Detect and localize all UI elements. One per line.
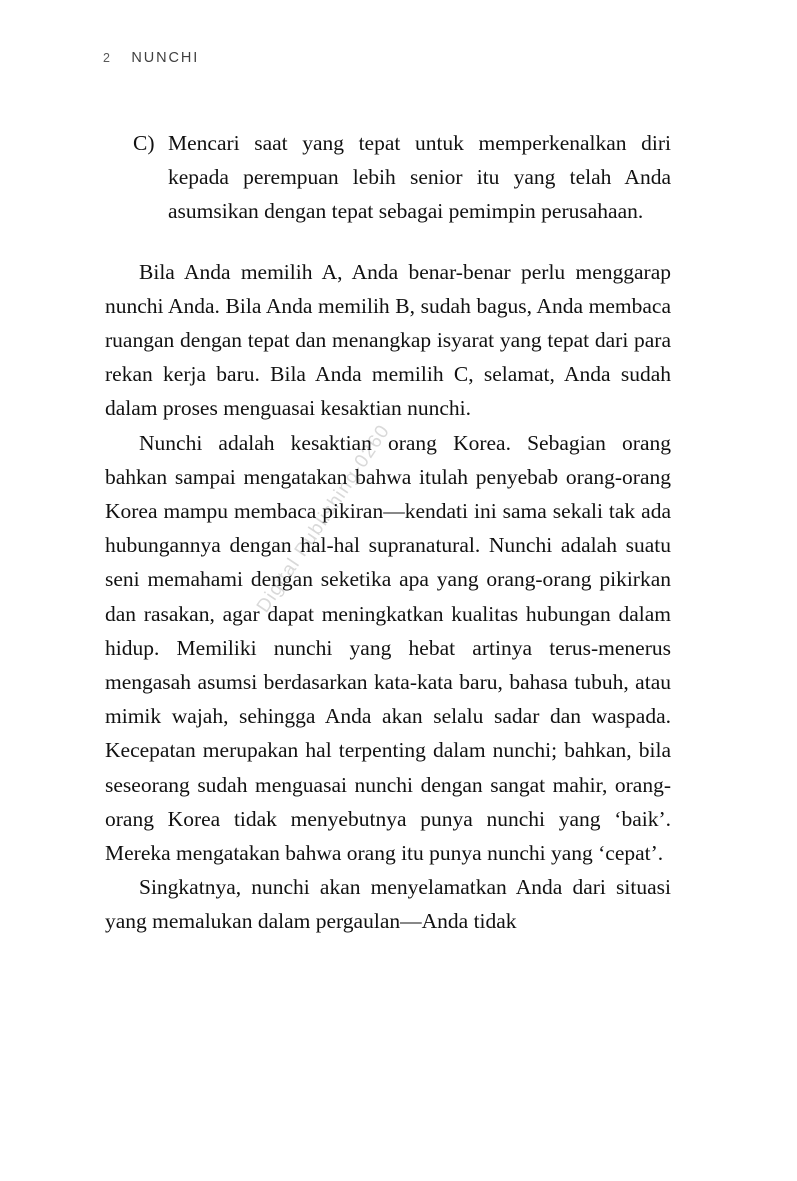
list-item-marker: C) [133, 131, 155, 155]
paragraph: Singkatnya, nunchi akan menyelamatkan Anda dari situasi yang memalukan dalam pergaulan—Anda tidak [105, 875, 671, 934]
paragraph: Nunchi adalah kesaktian orang Korea. Sebagian orang bahkan sampai mengatakan bahwa itulah penyebab orang-orang Korea mampu membaca pikiran—kendati ini sama sekali tak ada hubungannya dengan hal-hal supranatural. Nunchi adalah suatu seni memahami dengan seketika apa yang orang-orang pikirkan dan rasakan, agar dapat meningkatkan kualitas hubungan dalam hidup. Memiliki nunchi yang hebat artinya terus-menerus mengasah asumsi berdasarkan kata-kata baru, bahasa tubuh, atau mimik wajah, sehingga Anda akan selalu sadar dan waspada. Kecepatan merupakan hal terpenting dalam nunchi; bahkan, bila seseorang sudah menguasai nunchi dengan sangat mahir, orang-orang Korea tidak menyebutnya punya nunchi yang ‘baik’. Mereka mengatakan bahwa orang itu punya nunchi yang ‘cepat’. [105, 430, 671, 866]
book-title: NUNCHI [131, 50, 200, 66]
page-number: 2 [103, 51, 111, 65]
page-text-block [105, 126, 671, 939]
watermark: Digital Publishing-0260 [252, 420, 395, 617]
running-head [103, 50, 199, 66]
paragraph: Bila Anda memilih A, Anda benar-benar perlu menggarap nunchi Anda. Bila Anda memilih B, sudah bagus, Anda membaca ruangan dengan tepat dan menangkap isyarat yang tepat dari para rekan kerja baru. Bila Anda memilih C, selamat, Anda sudah dalam proses menguasai kesaktian nunchi. [105, 259, 671, 421]
list-item-text: Mencari saat yang tepat untuk memperkenalkan diri kepada perempuan lebih senior itu yang telah Anda asumsikan dengan tepat sebagai pemimpin perusahaan. [168, 131, 671, 224]
list-item [133, 126, 671, 229]
